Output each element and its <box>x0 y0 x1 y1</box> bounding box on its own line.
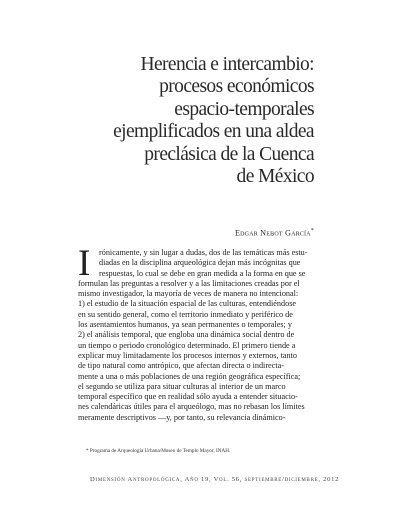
article-body <box>78 243 316 423</box>
body-line: 2) el análisis temporal, que engloba una dinámica social dentro de <box>78 330 295 340</box>
author-name: Edgar Nebot García <box>234 228 311 238</box>
title-line: espacio-temporales <box>174 98 314 120</box>
author-byline <box>235 228 314 238</box>
title-line: procesos económicos <box>159 76 314 98</box>
article-title <box>74 54 314 188</box>
title-line: de México <box>236 166 314 188</box>
author-footnote-mark: * <box>310 228 314 234</box>
body-line: en su sentido general, como el territorio inmediato y periférico de <box>78 309 293 319</box>
footnote: * Programa de Arqueología Urbana/Museo de Templo Mayor, INAH. <box>86 448 231 454</box>
body-line: respuestas, lo cual se debe en gran medida a la forma en que se <box>99 268 306 278</box>
body-line: meramente descriptivos —y, por tanto, su relevancia dinámico- <box>78 412 286 422</box>
body-line: mente a una o más poblaciones de una región geográfica específica; <box>78 371 301 381</box>
drop-cap: I <box>78 243 91 284</box>
body-line: los asentamientos humanos, ya sean permanentes o temporales; y <box>78 320 292 330</box>
title-line: ejemplificados en una aldea <box>113 121 314 143</box>
body-line: mismo investigador, la mayoría de veces de manera no intencional: <box>78 289 299 299</box>
body-line: el segundo se utiliza para situar culturas al interior de un marco <box>78 381 286 391</box>
body-line: explicar muy limitadamente los procesos internos y externos, tanto <box>78 350 297 360</box>
running-footer: Dimensión Antropológica, Año 19, Vol. 56, septiembre/diciembre, 2012 <box>90 476 340 483</box>
body-line: nes calendáricas útiles para el arqueólogo, mas no rebasan los límites <box>78 402 305 412</box>
body-line: formulan las preguntas a resolver y a las limitaciones creadas por el <box>78 278 300 288</box>
body-line: 1) el estudio de la situación espacial de las culturas, entendiéndose <box>78 299 297 309</box>
body-line: temporal específico que en realidad sólo ayuda a entender situacio- <box>78 392 298 402</box>
body-line: diadas en la disciplina arqueológica dejan más incógnitas que <box>99 258 301 268</box>
body-line: de tipo natural como antrópico, que afectan directa o indirecta- <box>78 361 284 371</box>
body-line: un tiempo o periodo cronológico determinado. El primero tiende a <box>78 340 296 350</box>
body-line: rónicamente, y sin lugar a dudas, dos de las temáticas más estu- <box>99 248 308 257</box>
title-line: Herencia e intercambio: <box>140 54 314 75</box>
title-line: preclásica de la Cuenca <box>144 143 314 165</box>
